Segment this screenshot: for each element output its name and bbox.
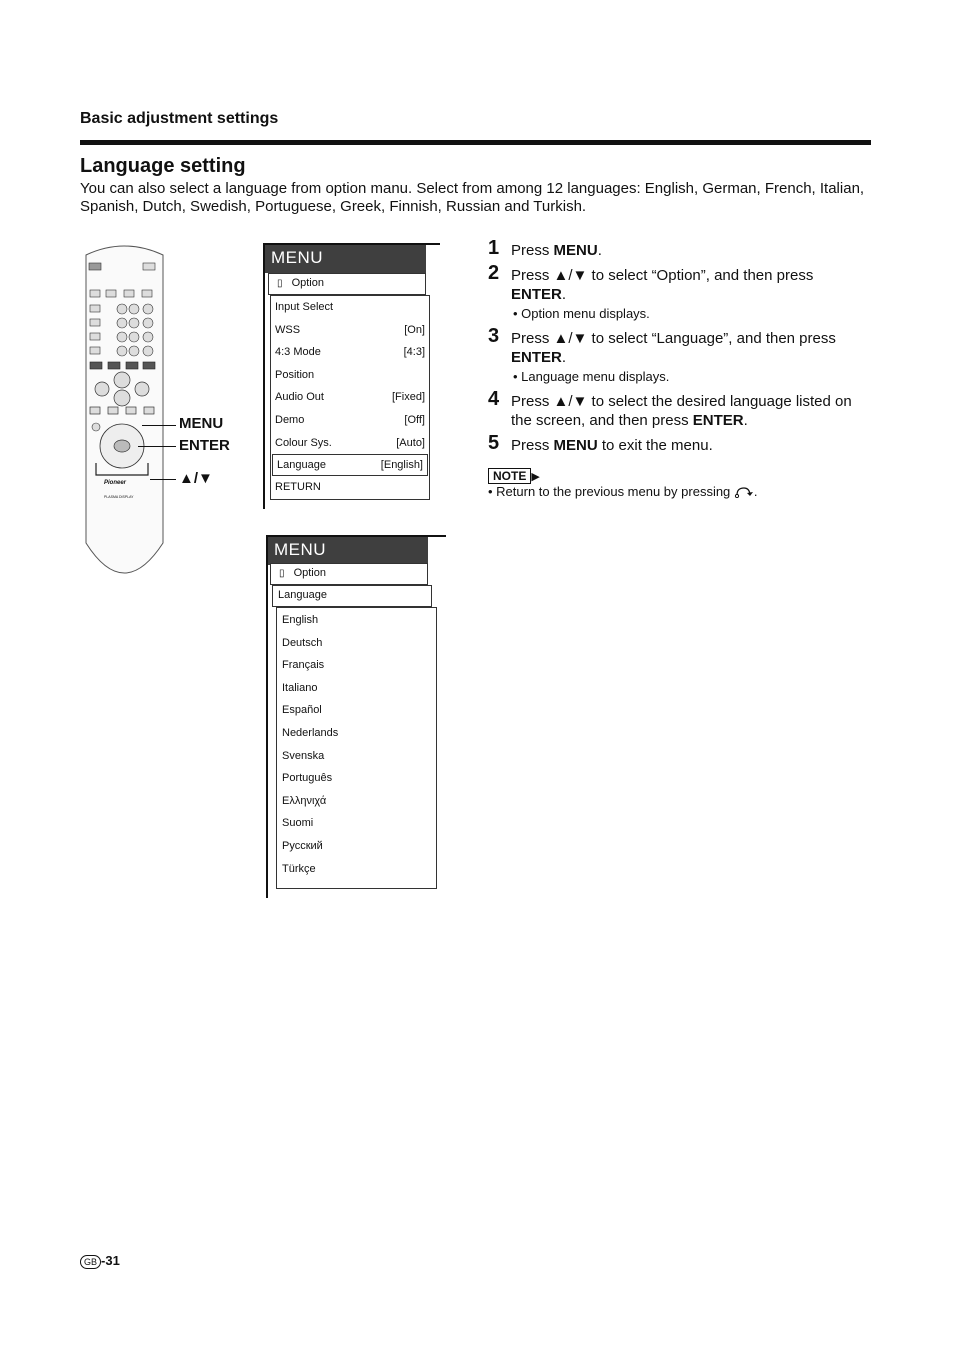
arrows-callout-line [150, 479, 176, 480]
menu1-frame-bar [263, 243, 265, 509]
language-option[interactable]: Español [282, 704, 322, 717]
svg-text:Pioneer: Pioneer [104, 480, 127, 486]
section-header: Basic adjustment settings [80, 110, 279, 127]
region-badge: GB [80, 1255, 101, 1269]
menu1-row-wss[interactable]: WSS [On] [275, 323, 425, 336]
arrows-callout: ▲/▼ [179, 470, 213, 487]
language-option[interactable]: Ελληνιχά [282, 794, 327, 807]
note-block: NOTE ▶ • Return to the previous menu by pressing . [488, 469, 758, 499]
menu-callout-line [142, 425, 176, 426]
language-option[interactable]: Türkçe [282, 862, 316, 875]
menu2-title: MENU [274, 540, 327, 559]
menu1-row-colour-sys[interactable]: Colour Sys. [Auto] [275, 436, 425, 449]
menu1-row-language-selected[interactable]: Language [English] [272, 454, 428, 476]
return-icon [734, 486, 754, 498]
page-number: GB -31 [80, 1253, 120, 1269]
option-icon: ▯ [279, 568, 285, 579]
menu-callout: MENU [179, 415, 224, 432]
step-4: 4 Press ▲/▼ to select the desired language listed on the screen, and then press ENTER. [488, 388, 852, 429]
menu1-row-input-select[interactable]: Input Select [275, 301, 334, 313]
page-title: Language setting [80, 155, 246, 177]
language-option[interactable]: Suomi [282, 817, 314, 830]
language-option[interactable]: Français [282, 659, 325, 672]
language-option[interactable]: Nederlands [282, 726, 339, 739]
step-1: 1 Press MENU. [488, 237, 602, 259]
menu1-row-4-3-mode[interactable]: 4:3 Mode [4:3] [275, 346, 425, 359]
step-3: 3 Press ▲/▼ to select “Language”, and then press ENTER. • Language menu displays. [488, 325, 836, 384]
menu2-frame-bar [266, 535, 268, 898]
language-option[interactable]: Italiano [282, 681, 318, 694]
language-option[interactable]: Português [282, 772, 333, 785]
instruction-steps [488, 237, 871, 499]
menu1-row-audio-out[interactable]: Audio Out [Fixed] [275, 391, 425, 404]
menu1-row-demo[interactable]: Demo [Off] [275, 413, 425, 426]
menu2-header [268, 537, 428, 565]
language-option[interactable]: Deutsch [282, 636, 323, 649]
language-option[interactable]: Русский [282, 839, 323, 852]
menu2-tab-label: Option [293, 567, 326, 579]
note-text: • Return to the previous menu by pressing [488, 484, 731, 499]
note-arrow-icon: ▶ [531, 471, 540, 483]
menu1-row-return[interactable]: RETURN [275, 481, 321, 494]
option-icon: ▯ [277, 278, 283, 289]
language-option[interactable]: English [282, 614, 319, 626]
menu1-tab-label: Option [291, 277, 324, 289]
step-2: 2 Press ▲/▼ to select “Option”, and then press ENTER. • Option menu displays. [488, 262, 814, 321]
remote-control-illustration [82, 243, 167, 588]
menu2-subtab-language[interactable] [272, 585, 432, 607]
enter-callout: ENTER [179, 437, 230, 454]
menu1-header [265, 245, 426, 273]
language-option[interactable]: Svenska [282, 749, 325, 762]
step-5: 5 Press MENU to exit the menu. [488, 432, 713, 454]
svg-text:PLASMA DISPLAY: PLASMA DISPLAY [104, 495, 134, 499]
menu2-subtab-label: Language [278, 589, 327, 601]
header-rule [80, 140, 871, 145]
menu1-tab-option[interactable] [268, 273, 426, 295]
menu1-title: MENU [271, 248, 324, 267]
menu1-row-position[interactable]: Position [275, 368, 315, 381]
enter-callout-line [138, 446, 176, 447]
note-badge: NOTE [488, 468, 531, 484]
menu2-tab-option[interactable] [270, 563, 428, 585]
language-list [276, 607, 437, 889]
menu1-list [270, 295, 430, 500]
intro-paragraph: You can also select a language from option manu. Select from among 12 languages: English, German, French, Italian, Spanish, Dutch, Swedish, Portuguese, Greek, Finnish, Russian and Turkish. [80, 180, 865, 215]
